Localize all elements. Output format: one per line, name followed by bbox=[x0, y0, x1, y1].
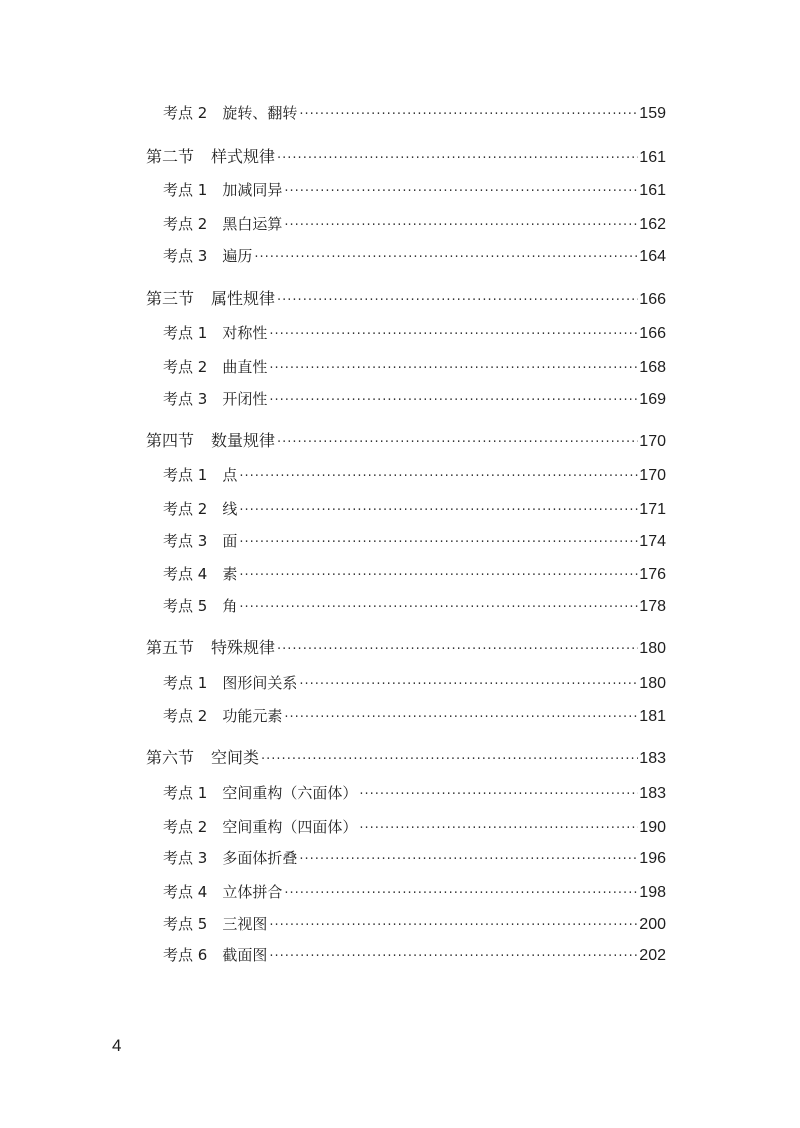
dot-leader bbox=[299, 849, 638, 871]
dot-leader bbox=[284, 707, 638, 729]
dot-leader bbox=[239, 597, 638, 619]
toc-entry-page: 168 bbox=[639, 359, 666, 376]
toc-entry-label: 第四节 bbox=[146, 431, 195, 450]
toc-section-entry bbox=[146, 747, 666, 769]
toc-entry-label: 考点 1 bbox=[163, 784, 208, 802]
toc-entry-page: 161 bbox=[639, 182, 666, 199]
page-number: 4 bbox=[112, 1036, 122, 1055]
toc-entry-page: 174 bbox=[639, 533, 666, 550]
dot-leader bbox=[269, 390, 638, 412]
toc-entry-title: 空间重构（六面体） bbox=[222, 784, 358, 802]
toc-entry-title: 点 bbox=[222, 466, 238, 484]
toc-entry-page: 166 bbox=[639, 291, 666, 308]
toc-entry-page: 202 bbox=[639, 947, 666, 964]
toc-section-entry bbox=[146, 637, 666, 659]
dot-leader bbox=[299, 674, 638, 696]
dot-leader bbox=[239, 532, 638, 554]
toc-entry-title: 图形间关系 bbox=[222, 674, 298, 692]
toc-point-entry bbox=[163, 245, 666, 267]
toc-point-entry bbox=[163, 782, 666, 804]
toc-point-entry bbox=[163, 498, 666, 520]
dot-leader bbox=[277, 432, 638, 454]
toc-entry-label: 考点 3 bbox=[163, 532, 208, 550]
toc-entry-label: 第三节 bbox=[146, 289, 195, 308]
toc-entry-page: 171 bbox=[639, 501, 666, 518]
dot-leader bbox=[239, 466, 638, 488]
toc-entry-page: 164 bbox=[639, 248, 666, 265]
dot-leader bbox=[269, 324, 638, 346]
toc-entry-page: 183 bbox=[639, 785, 666, 802]
toc-entry-label: 考点 5 bbox=[163, 915, 208, 933]
toc-point-entry bbox=[163, 179, 666, 201]
dot-leader bbox=[277, 639, 638, 661]
toc-point-entry bbox=[163, 530, 666, 552]
toc-entry-label: 考点 1 bbox=[163, 466, 208, 484]
toc-entry-label: 考点 3 bbox=[163, 849, 208, 867]
toc-entry-title: 对称性 bbox=[222, 324, 268, 342]
dot-leader bbox=[269, 915, 638, 937]
dot-leader bbox=[239, 500, 638, 522]
toc-section-entry bbox=[146, 288, 666, 310]
toc-entry-title: 数量规律 bbox=[211, 431, 276, 450]
toc-entry-label: 考点 3 bbox=[163, 390, 208, 408]
dot-leader bbox=[359, 818, 638, 840]
toc-entry-page: 180 bbox=[639, 640, 666, 657]
toc-entry-page: 180 bbox=[639, 675, 666, 692]
toc-entry-page: 169 bbox=[639, 391, 666, 408]
toc-entry-page: 161 bbox=[639, 149, 666, 166]
toc-entry-page: 200 bbox=[639, 916, 666, 933]
toc-entry-label: 考点 2 bbox=[163, 215, 208, 233]
dot-leader bbox=[261, 749, 638, 771]
toc-entry-page: 178 bbox=[639, 598, 666, 615]
toc-entry-page: 162 bbox=[639, 216, 666, 233]
dot-leader bbox=[254, 247, 638, 269]
toc-entry-label: 考点 3 bbox=[163, 247, 208, 265]
dot-leader bbox=[277, 290, 638, 312]
toc-entry-title: 多面体折叠 bbox=[222, 849, 298, 867]
toc-entry-page: 170 bbox=[639, 467, 666, 484]
toc-entry-page: 198 bbox=[639, 884, 666, 901]
toc-entry-title: 立体拼合 bbox=[222, 883, 283, 901]
dot-leader bbox=[284, 181, 638, 203]
toc-point-entry bbox=[163, 388, 666, 410]
toc-entry-title: 空间重构（四面体） bbox=[222, 818, 358, 836]
toc-entry-label: 考点 2 bbox=[163, 818, 208, 836]
toc-entry-title: 遍历 bbox=[222, 247, 253, 265]
toc-point-entry bbox=[163, 102, 666, 124]
dot-leader bbox=[284, 883, 638, 905]
toc-entry-page: 176 bbox=[639, 566, 666, 583]
toc-entry-label: 第六节 bbox=[146, 748, 195, 767]
toc-entry-title: 特殊规律 bbox=[211, 638, 276, 657]
toc-entry-title: 样式规律 bbox=[211, 147, 276, 166]
toc-entry-page: 183 bbox=[639, 750, 666, 767]
dot-leader bbox=[239, 565, 638, 587]
toc-entry-title: 属性规律 bbox=[211, 289, 276, 308]
toc-entry-label: 考点 1 bbox=[163, 674, 208, 692]
toc-entry-label: 考点 4 bbox=[163, 565, 208, 583]
toc-point-entry bbox=[163, 672, 666, 694]
toc-entry-title: 线 bbox=[222, 500, 238, 518]
toc-point-entry bbox=[163, 847, 666, 869]
toc-entry-title: 空间类 bbox=[211, 748, 260, 767]
toc-entry-title: 加减同异 bbox=[222, 181, 283, 199]
dot-leader bbox=[269, 358, 638, 380]
toc-entry-page: 170 bbox=[639, 433, 666, 450]
toc-entry-label: 考点 1 bbox=[163, 181, 208, 199]
toc-entry-label: 第五节 bbox=[146, 638, 195, 657]
toc-point-entry bbox=[163, 595, 666, 617]
toc-point-entry bbox=[163, 705, 666, 727]
toc-entry-page: 181 bbox=[639, 708, 666, 725]
toc-entry-label: 考点 2 bbox=[163, 104, 208, 122]
toc-entry-label: 考点 1 bbox=[163, 324, 208, 342]
toc-point-entry bbox=[163, 913, 666, 935]
toc-entry-label: 考点 2 bbox=[163, 358, 208, 376]
toc-entry-title: 功能元素 bbox=[222, 707, 283, 725]
toc-point-entry bbox=[163, 464, 666, 486]
toc-entry-title: 截面图 bbox=[222, 946, 268, 964]
toc-entry-label: 考点 4 bbox=[163, 883, 208, 901]
toc-point-entry bbox=[163, 322, 666, 344]
toc-entry-label: 考点 6 bbox=[163, 946, 208, 964]
dot-leader bbox=[359, 784, 638, 806]
toc-entry-title: 旋转、翻转 bbox=[222, 104, 298, 122]
toc-entry-label: 考点 2 bbox=[163, 707, 208, 725]
toc-entry-label: 考点 2 bbox=[163, 500, 208, 518]
toc-entry-title: 黑白运算 bbox=[222, 215, 283, 233]
toc-point-entry bbox=[163, 816, 666, 838]
toc-entry-page: 159 bbox=[639, 105, 666, 122]
toc-entry-title: 曲直性 bbox=[222, 358, 268, 376]
toc-point-entry bbox=[163, 213, 666, 235]
toc-entry-title: 开闭性 bbox=[222, 390, 268, 408]
dot-leader bbox=[299, 104, 638, 126]
toc-entry-label: 考点 5 bbox=[163, 597, 208, 615]
dot-leader bbox=[284, 215, 638, 237]
toc-point-entry bbox=[163, 356, 666, 378]
dot-leader bbox=[269, 946, 638, 968]
toc-entry-title: 面 bbox=[222, 532, 238, 550]
toc-point-entry bbox=[163, 563, 666, 585]
dot-leader bbox=[277, 148, 638, 170]
toc-entry-title: 三视图 bbox=[222, 915, 268, 933]
toc-entry-page: 166 bbox=[639, 325, 666, 342]
toc-entry-title: 角 bbox=[222, 597, 238, 615]
toc-entry-label: 第二节 bbox=[146, 147, 195, 166]
toc-section-entry bbox=[146, 430, 666, 452]
toc-entry-page: 190 bbox=[639, 819, 666, 836]
toc-point-entry bbox=[163, 881, 666, 903]
toc-entry-title: 素 bbox=[222, 565, 238, 583]
toc-section-entry bbox=[146, 146, 666, 168]
toc-point-entry bbox=[163, 944, 666, 966]
toc-entry-page: 196 bbox=[639, 850, 666, 867]
